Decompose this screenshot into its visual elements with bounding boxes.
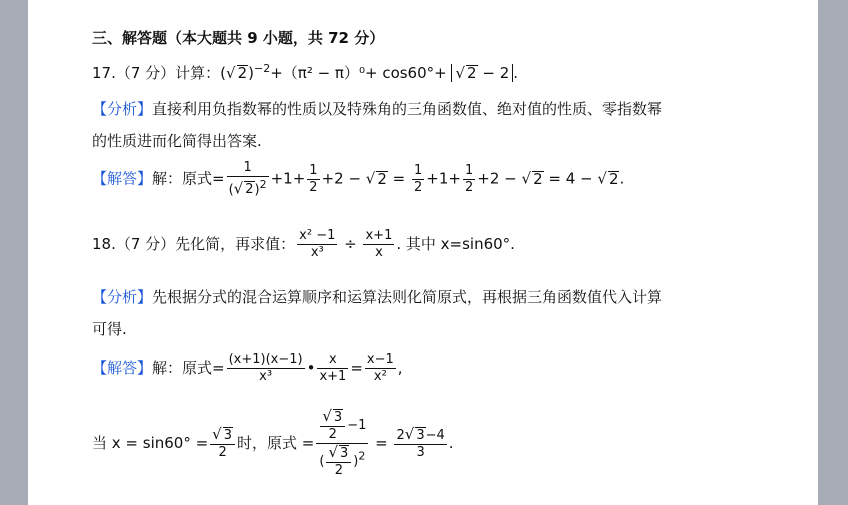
fraction: $\frac{1}{2}$ <box>464 162 474 195</box>
fraction: $\frac{\text{x² −1}}{\text{x³}}$ <box>299 228 336 260</box>
solution-18-substitution: 当 x = sin60° = $\frac{√ 3}{2}$ 时，原式 = $\frac{√ 3}{2}$ −1 ( $\frac{√ 3}{2}$ )$^2$ = $\frac{2√ 3-4}{3}$ . <box>92 407 454 478</box>
solution-17: 【解答】解：原式= $\frac{1}{(√ 2)^2}$ +1+ $\frac{1}{2}$ +2 − √ 2 = $\frac{1}{2}$ +1+ $\frac{1}{2}$ +2 − √ 2 = 4 − √ 2. <box>92 160 625 198</box>
question-17: 17.（7 分）计算：(√ 2)$^{-2}$+（π² − π）⁰+ cos60°+ √ 2 − 2 . <box>92 62 519 82</box>
analysis-18-cont: 可得. <box>92 320 127 338</box>
fraction: $\frac{1}{(√ 2)^2}$ <box>228 160 267 198</box>
fraction: $\frac{1}{2}$ <box>309 162 318 195</box>
fraction: $\frac{√ 3}{2}$ <box>210 426 235 461</box>
question-18: 18.（7 分）先化简，再求值： $\frac{\text{x² −1}}{\text{x³}}$ ÷ $\frac{x+1}{x}$ . 其中 x=sin60°. <box>92 228 515 260</box>
fraction: $\frac{(x+1)(x-1)}{\text{x³}}$ <box>228 352 303 384</box>
complex-fraction: $\frac{√ 3}{2}$ −1 ( $\frac{√ 3}{2}$ )$^2$ <box>316 408 368 479</box>
fraction: $\frac{2√ 3-4}{3}$ <box>396 425 445 460</box>
analysis-tag: 【分析】 <box>92 100 153 118</box>
analysis-17: 【分析】直接利用负指数幂的性质以及特殊角的三角函数值、绝对值的性质、零指数幂 <box>92 100 663 118</box>
solution-tag: 【解答】 <box>92 169 153 188</box>
abs-value: √ 2 − 2 <box>451 64 513 82</box>
q17-prefix: 17.（7 分）计算： <box>92 64 221 82</box>
fraction: $\frac{x}{x+1}$ <box>319 352 347 384</box>
solution-18: 【解答】解：原式= $\frac{(x+1)(x-1)}{\text{x³}}$ • $\frac{x}{x+1}$ = $\frac{x-1}{\text{x²}}$ , <box>92 352 403 384</box>
section-title: 三、解答题（本大题共 9 小题，共 72 分） <box>92 29 385 47</box>
fraction: $\frac{x+1}{x}$ <box>365 228 393 260</box>
fraction: $\frac{1}{2}$ <box>414 162 423 195</box>
analysis-18: 【分析】先根据分式的混合运算顺序和运算法则化简原式，再根据三角函数值代入计算 <box>92 288 663 306</box>
analysis-17-cont: 的性质进而化简得出答案. <box>92 132 262 150</box>
fraction: $\frac{x-1}{\text{x²}}$ <box>366 352 394 384</box>
